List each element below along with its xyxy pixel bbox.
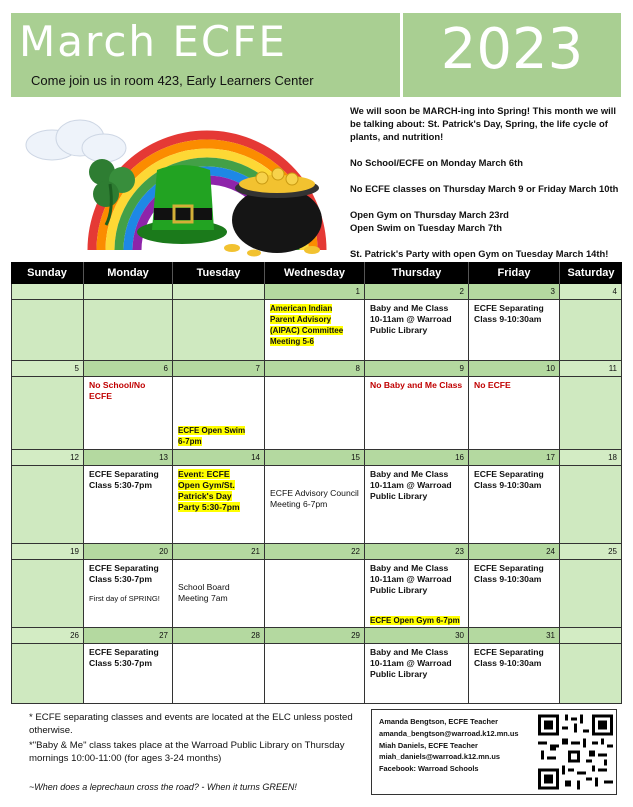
calendar-day <box>469 628 560 704</box>
day-header: Saturday <box>567 267 615 279</box>
day-header: Monday <box>84 262 173 284</box>
calendar-day <box>84 628 173 704</box>
party-note: St. Patrick's Party with open Gym on Tuesday March 14th! <box>350 248 609 259</box>
day-number: 30 <box>365 628 468 644</box>
contact-name: Miah Daniels, ECFE Teacher <box>379 740 478 750</box>
day-number: 19 <box>12 544 83 560</box>
day-number <box>560 628 621 644</box>
event-aipac: American Indian Parent Advisory (AIPAC) Committee Meeting 5-6 <box>270 304 344 346</box>
day-number <box>12 284 83 300</box>
calendar-day <box>12 450 84 544</box>
calendar-day <box>365 544 469 628</box>
first-day-of-spring-note: First day of SPRING! <box>89 594 160 603</box>
day-number: 25 <box>560 544 621 560</box>
day-number: 28 <box>173 628 264 644</box>
calendar-day <box>12 628 84 704</box>
day-number: 20 <box>84 544 172 560</box>
calendar-day <box>265 361 365 450</box>
monthly-info <box>350 104 622 273</box>
event-baby-and-me: Baby and Me Class 10-11am @ Warroad Public Library <box>370 303 452 335</box>
day-number: 1 <box>265 284 364 300</box>
day-number: 6 <box>84 361 172 377</box>
calendar-header <box>11 262 622 284</box>
day-number: 23 <box>365 544 468 560</box>
calendar-day <box>265 284 365 361</box>
calendar-day <box>173 628 265 704</box>
day-number: 26 <box>12 628 83 644</box>
calendar-day <box>84 544 173 628</box>
footer-notes <box>29 711 364 767</box>
day-header: Friday <box>469 262 560 284</box>
calendar-day <box>12 361 84 450</box>
calendar-day <box>84 361 173 450</box>
calendar-day <box>12 544 84 628</box>
day-number: 29 <box>265 628 364 644</box>
calendar-day <box>265 544 365 628</box>
calendar-week <box>11 361 622 450</box>
day-number: 15 <box>265 450 364 466</box>
page-subtitle: Come join us in room 423, Early Learners Center <box>31 73 314 88</box>
calendar-day <box>365 628 469 704</box>
day-header: Thursday <box>365 262 469 284</box>
day-number: 7 <box>173 361 264 377</box>
no-school-note: No School/ECFE on Monday March 6th <box>350 157 523 168</box>
event-school-board: School Board Meeting 7am <box>178 582 230 603</box>
day-number: 24 <box>469 544 559 560</box>
day-number: 22 <box>265 544 364 560</box>
calendar-day <box>469 450 560 544</box>
day-number: 16 <box>365 450 468 466</box>
calendar-day <box>173 450 265 544</box>
page-title: March ECFE <box>19 17 287 66</box>
no-classes-note: No ECFE classes on Thursday March 9 or Friday March 10th <box>350 183 619 194</box>
calendar-week <box>11 628 622 704</box>
event-open-gym: ECFE Open Gym 6-7pm <box>370 616 460 625</box>
calendar-day <box>265 628 365 704</box>
event-no-baby-and-me: No Baby and Me Class <box>370 380 463 390</box>
day-number: 8 <box>265 361 364 377</box>
contact-email[interactable]: miah_daniels@warroad.k12.mn.us <box>379 752 500 762</box>
contact-name: Amanda Bengtson, ECFE Teacher <box>379 717 498 726</box>
event-separating-class: ECFE Separating Class 5:30-7pm <box>89 469 159 490</box>
event-no-ecfe: No ECFE <box>474 380 511 390</box>
title-panel <box>11 13 400 97</box>
day-number: 17 <box>469 450 559 466</box>
calendar-day <box>365 361 469 450</box>
day-number: 9 <box>365 361 468 377</box>
day-number: 21 <box>173 544 264 560</box>
calendar-day <box>84 450 173 544</box>
day-header: Wednesday <box>265 262 365 284</box>
calendar-week <box>11 450 622 544</box>
event-baby-and-me: Baby and Me Class 10-11am @ Warroad Public Library <box>370 647 452 679</box>
calendar-day <box>365 450 469 544</box>
facebook-link[interactable]: Facebook: Warroad Schools <box>379 764 479 774</box>
day-header: Tuesday <box>173 262 265 284</box>
day-number: 14 <box>173 450 264 466</box>
event-separating-class: ECFE Separating Class 5:30-7pm <box>89 563 159 584</box>
qr-code-icon[interactable] <box>538 714 613 790</box>
st-patricks-illustration <box>22 100 332 260</box>
calendar-day <box>365 284 469 361</box>
event-no-school: No School/No ECFE <box>89 380 146 401</box>
day-number: 12 <box>12 450 83 466</box>
calendar-day <box>84 284 173 361</box>
day-number: 13 <box>84 450 172 466</box>
calendar-day <box>265 450 365 544</box>
calendar-day <box>560 450 622 544</box>
header-banner <box>11 13 621 97</box>
footnote-baby-and-me: *"Baby & Me" class takes place at the Warroad Public Library on Thursday mornings 10:00-11:00 (for ages 3-24 months) <box>29 740 345 764</box>
day-number: 5 <box>12 361 83 377</box>
open-gym-note: Open Gym on Thursday March 23rd <box>350 209 509 220</box>
day-number: 3 <box>469 284 559 300</box>
day-number: 10 <box>469 361 559 377</box>
footnote-location: * ECFE separating classes and events are located at the ELC unless posted otherwise. <box>29 712 353 736</box>
calendar-day <box>560 361 622 450</box>
cloud-icon <box>26 120 126 162</box>
calendar-day <box>469 284 560 361</box>
day-number <box>84 284 172 300</box>
year-panel <box>403 13 621 97</box>
event-open-swim: ECFE Open Swim 6-7pm <box>178 426 246 446</box>
calendar-day <box>173 544 265 628</box>
calendar-day <box>173 361 265 450</box>
contact-box <box>371 709 617 795</box>
day-number: 2 <box>365 284 468 300</box>
calendar-day <box>469 361 560 450</box>
leprechaun-joke: ~When does a leprechaun cross the road? - When it turns GREEN! <box>29 782 297 792</box>
day-number: 27 <box>84 628 172 644</box>
event-separating-class: ECFE Separating Class 9-10:30am <box>474 469 544 490</box>
calendar-day <box>469 544 560 628</box>
day-number <box>173 284 264 300</box>
calendar-week <box>11 284 622 361</box>
calendar-day <box>173 284 265 361</box>
day-number: 31 <box>469 628 559 644</box>
calendar <box>11 262 622 704</box>
day-number: 11 <box>560 361 621 377</box>
intro-text: We will soon be MARCH-ing into Spring! This month we will be talking about: St. Patrick's Day, Spring, the life cycle of plants, and nutrition! <box>350 105 616 142</box>
event-baby-and-me: Baby and Me Class 10-11am @ Warroad Public Library <box>370 563 452 595</box>
day-number: 18 <box>560 450 621 466</box>
calendar-week <box>11 544 622 628</box>
event-baby-and-me: Baby and Me Class 10-11am @ Warroad Public Library <box>370 469 452 501</box>
event-separating-class: ECFE Separating Class 9-10:30am <box>474 303 544 324</box>
event-separating-class: ECFE Separating Class 9-10:30am <box>474 647 544 668</box>
calendar-day <box>560 284 622 361</box>
contact-email[interactable]: amanda_bengtson@warroad.k12.mn.us <box>379 728 519 738</box>
event-st-patricks-party: Event: ECFE Open Gym/St. Patrick's Day Party 5:30-7pm <box>178 469 240 512</box>
year-label: 2023 <box>440 17 584 82</box>
day-header: Sunday <box>11 262 84 284</box>
day-number: 4 <box>560 284 621 300</box>
event-separating-class: ECFE Separating Class 5:30-7pm <box>89 647 159 668</box>
event-separating-class: ECFE Separating Class 9-10:30am <box>474 563 544 584</box>
calendar-day <box>560 628 622 704</box>
calendar-day <box>560 544 622 628</box>
event-advisory-council: ECFE Advisory Council Meeting 6-7pm <box>270 488 359 509</box>
calendar-day <box>12 284 84 361</box>
open-swim-note: Open Swim on Tuesday March 7th <box>350 222 502 233</box>
